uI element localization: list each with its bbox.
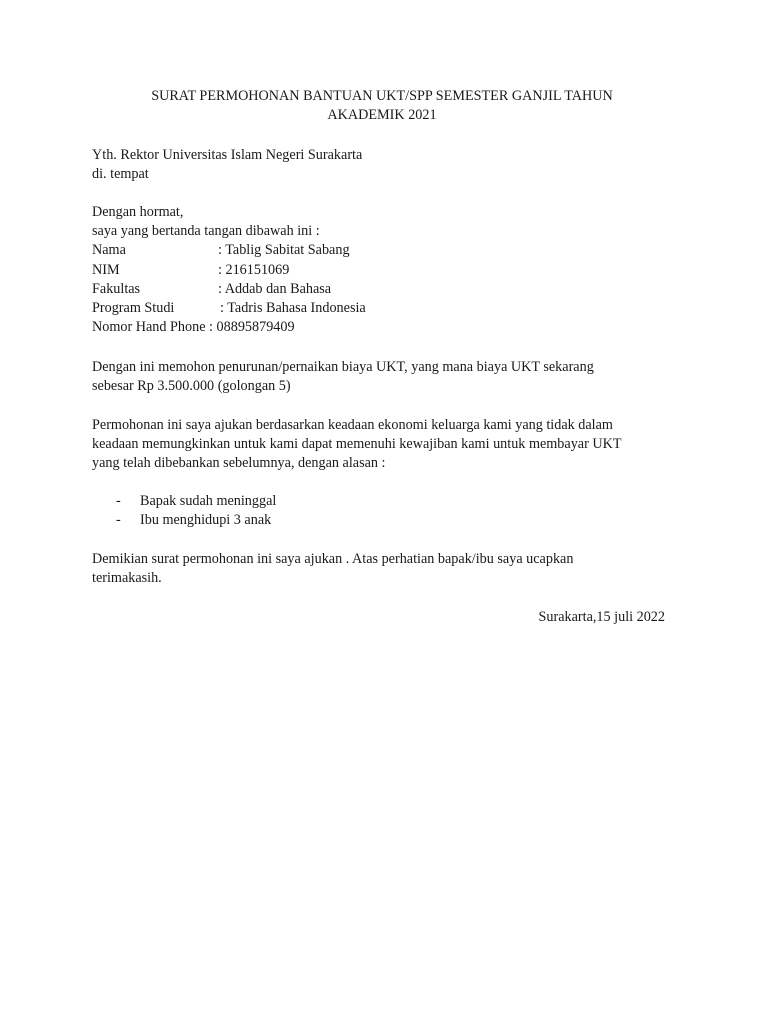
title-line-2: AKADEMIK 2021	[327, 107, 437, 124]
reason-line-1: Permohonan ini saya ajukan berdasarkan keadaan ekonomi keluarga kami yang tidak dalam	[92, 417, 613, 433]
title-line-1: SURAT PERMOHONAN BANTUAN UKT/SPP SEMESTER GANJIL TAHUN	[151, 88, 613, 104]
place-date: Surakarta,15 juli 2022	[538, 609, 665, 625]
field-prodi-label: Program Studi	[92, 299, 175, 316]
list-item	[92, 492, 672, 511]
field-fakultas-value: : Addab dan Bahasa	[218, 280, 332, 297]
recipient-line-2: di. tempat	[92, 166, 149, 183]
field-fakultas	[92, 280, 672, 299]
field-nim-value: : 216151069	[218, 261, 290, 278]
field-nim	[92, 261, 672, 280]
field-hp	[92, 318, 672, 337]
request-line-2: sebesar Rp 3.500.000 (golongan 5)	[92, 378, 291, 395]
reason-line-3: yang telah dibebankan sebelumnya, dengan alasan :	[92, 455, 386, 472]
field-nim-label: NIM	[92, 261, 120, 278]
recipient-line-1: Yth. Rektor Universitas Islam Negeri Surakarta	[92, 147, 363, 163]
list-bullet: -	[116, 512, 121, 529]
list-bullet: -	[116, 493, 121, 509]
intro-text: saya yang bertanda tangan dibawah ini :	[92, 223, 320, 240]
field-fakultas-label: Fakultas	[92, 280, 141, 297]
recipient-address	[92, 146, 672, 184]
field-hp-value: : 08895879409	[205, 319, 295, 336]
field-hp-label: Nomor Hand Phone	[92, 319, 206, 336]
reasons-list	[92, 492, 672, 530]
identity-section	[92, 203, 672, 337]
reason-line-2: keadaan memungkinkan untuk kami dapat memenuhi kewajiban kami untuk membayar UKT	[92, 436, 622, 453]
field-prodi-value: : Tadris Bahasa Indonesia	[220, 299, 366, 316]
reason-paragraph	[92, 416, 672, 474]
field-prodi	[92, 299, 672, 318]
request-paragraph	[92, 358, 672, 396]
list-item-text: Bapak sudah meninggal	[140, 493, 277, 509]
list-item-text: Ibu menghidupi 3 anak	[140, 512, 272, 529]
closing-line-2: terimakasih.	[92, 570, 162, 587]
field-nama-label: Nama	[92, 242, 126, 259]
salutation: Dengan hormat,	[92, 204, 184, 220]
letter-title	[92, 87, 672, 125]
field-nama	[92, 241, 672, 260]
closing-line-1: Demikian surat permohonan ini saya ajukan . Atas perhatian bapak/ibu saya ucapkan	[92, 551, 574, 567]
closing-paragraph	[92, 550, 672, 588]
list-item	[92, 511, 672, 530]
request-line-1: Dengan ini memohon penurunan/pernaikan biaya UKT, yang mana biaya UKT sekarang	[92, 359, 594, 375]
field-nama-value: : Tablig Sabitat Sabang	[218, 242, 350, 259]
